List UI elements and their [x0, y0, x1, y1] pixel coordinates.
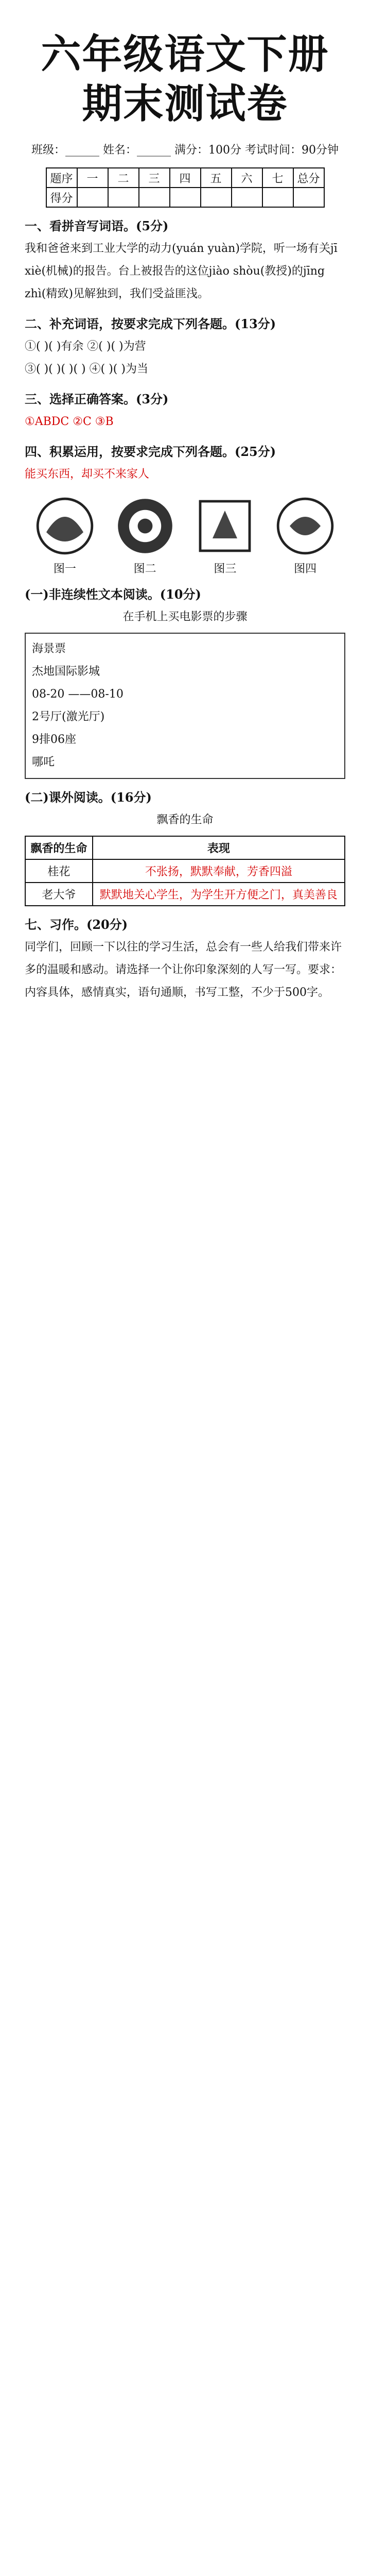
answer-4: 能买东西，却买不来家人 [25, 468, 150, 481]
reading-2-title: (二)课外阅读。(16分) [25, 790, 152, 805]
score-table-header-row [46, 168, 324, 188]
section-1-title: 一、看拼音写词语。(5分) [25, 218, 169, 233]
section-2-title: 二、补充词语，按要求完成下列各题。(13分) [25, 316, 276, 331]
reading-2-subtitle: 飘香的生命 [156, 814, 214, 826]
papercut-image-row [25, 495, 345, 576]
score-cell: 七 [262, 168, 293, 188]
score-cell [232, 188, 262, 207]
papercut-1-icon [34, 495, 96, 557]
score-cell: 题序 [46, 168, 77, 188]
table-header: 表现 [93, 836, 345, 859]
page-title: 六年级语文下册期末测试卷 [41, 31, 329, 127]
section-4-title: 四、积累运用，按要求完成下列各题。(25分) [25, 444, 276, 459]
reading-1-title: (一)非连续性文本阅读。(10分) [25, 587, 201, 602]
table-row [25, 883, 345, 906]
papercut-4 [272, 495, 339, 576]
score-cell: 六 [232, 168, 262, 188]
papercut-2-label: 图二 [133, 563, 156, 575]
score-cell [139, 188, 170, 207]
score-cell [77, 188, 108, 207]
writing-title: 七、习作。(20分) [25, 917, 128, 932]
papercut-2 [112, 495, 179, 576]
score-table [46, 167, 325, 208]
ticket-line: 2号厅(激光厅) [32, 710, 105, 723]
table-cell: 默默地关心学生，为学生开方便之门，真美善良 [93, 883, 345, 906]
score-cell [293, 188, 324, 207]
ticket-line: 哪吒 [32, 756, 55, 769]
score-cell: 总分 [293, 168, 324, 188]
ticket-line: 08-20 ——08-10 [32, 688, 124, 701]
papercut-2-icon [114, 495, 176, 557]
table-header: 飘香的生命 [25, 836, 93, 859]
papercut-3 [191, 495, 258, 576]
ticket-line: 9排06座 [32, 733, 76, 746]
score-cell [170, 188, 201, 207]
fragrance-table [25, 836, 345, 906]
table-cell: 不张扬，默默奉献，芳香四溢 [93, 859, 345, 883]
ticket-line: 杰地国际影城 [32, 665, 100, 678]
papercut-1-label: 图一 [53, 563, 76, 575]
section-1-text: 我和爸爸来到工业大学的动力(yuán yuàn)学院，听一场有关jī xiè(机械)的报告。台上被报告的这位jiào shòu(教授)的jīng zhì(精致)见解独到，我们受益匪浅。 [25, 242, 338, 300]
reading-1-subtitle: 在手机上买电影票的步骤 [122, 611, 248, 623]
section-2-line-a: ①( )( )有余 ②( )( )为营 [25, 340, 146, 353]
score-cell [262, 188, 293, 207]
papercut-3-label: 图三 [214, 563, 237, 575]
score-table-score-row [46, 188, 324, 207]
table-cell: 桂花 [25, 859, 93, 883]
score-cell: 三 [139, 168, 170, 188]
papercut-4-icon [274, 495, 336, 557]
score-cell [201, 188, 232, 207]
ticket-line: 海景票 [32, 642, 66, 655]
table-cell: 老大爷 [25, 883, 93, 906]
exam-info: 班级：______ 姓名：______ 满分：100分 考试时间：90分钟 [31, 144, 339, 157]
answer-3: ①ABDC ②C ③B [25, 415, 114, 428]
score-cell: 得分 [46, 188, 77, 207]
score-cell [108, 188, 139, 207]
papercut-3-icon [194, 495, 256, 557]
score-cell: 四 [170, 168, 201, 188]
score-cell: 二 [108, 168, 139, 188]
movie-ticket [25, 633, 345, 779]
table-row [25, 836, 345, 859]
score-cell: 五 [201, 168, 232, 188]
section-3-title: 三、选择正确答案。(3分) [25, 392, 169, 406]
papercut-1 [31, 495, 98, 576]
table-row [25, 859, 345, 883]
papercut-4-label: 图四 [294, 563, 317, 575]
score-cell: 一 [77, 168, 108, 188]
writing-text: 同学们，回顾一下以往的学习生活，总会有一些人给我们带来许多的温暖和感动。请选择一个让你印象深刻的人写一写。要求：内容具体，感情真实，语句通顺，书写工整，不少于500字。 [25, 941, 342, 999]
section-2-line-b: ③( )( )( )( ) ④( )( )为当 [25, 363, 148, 376]
